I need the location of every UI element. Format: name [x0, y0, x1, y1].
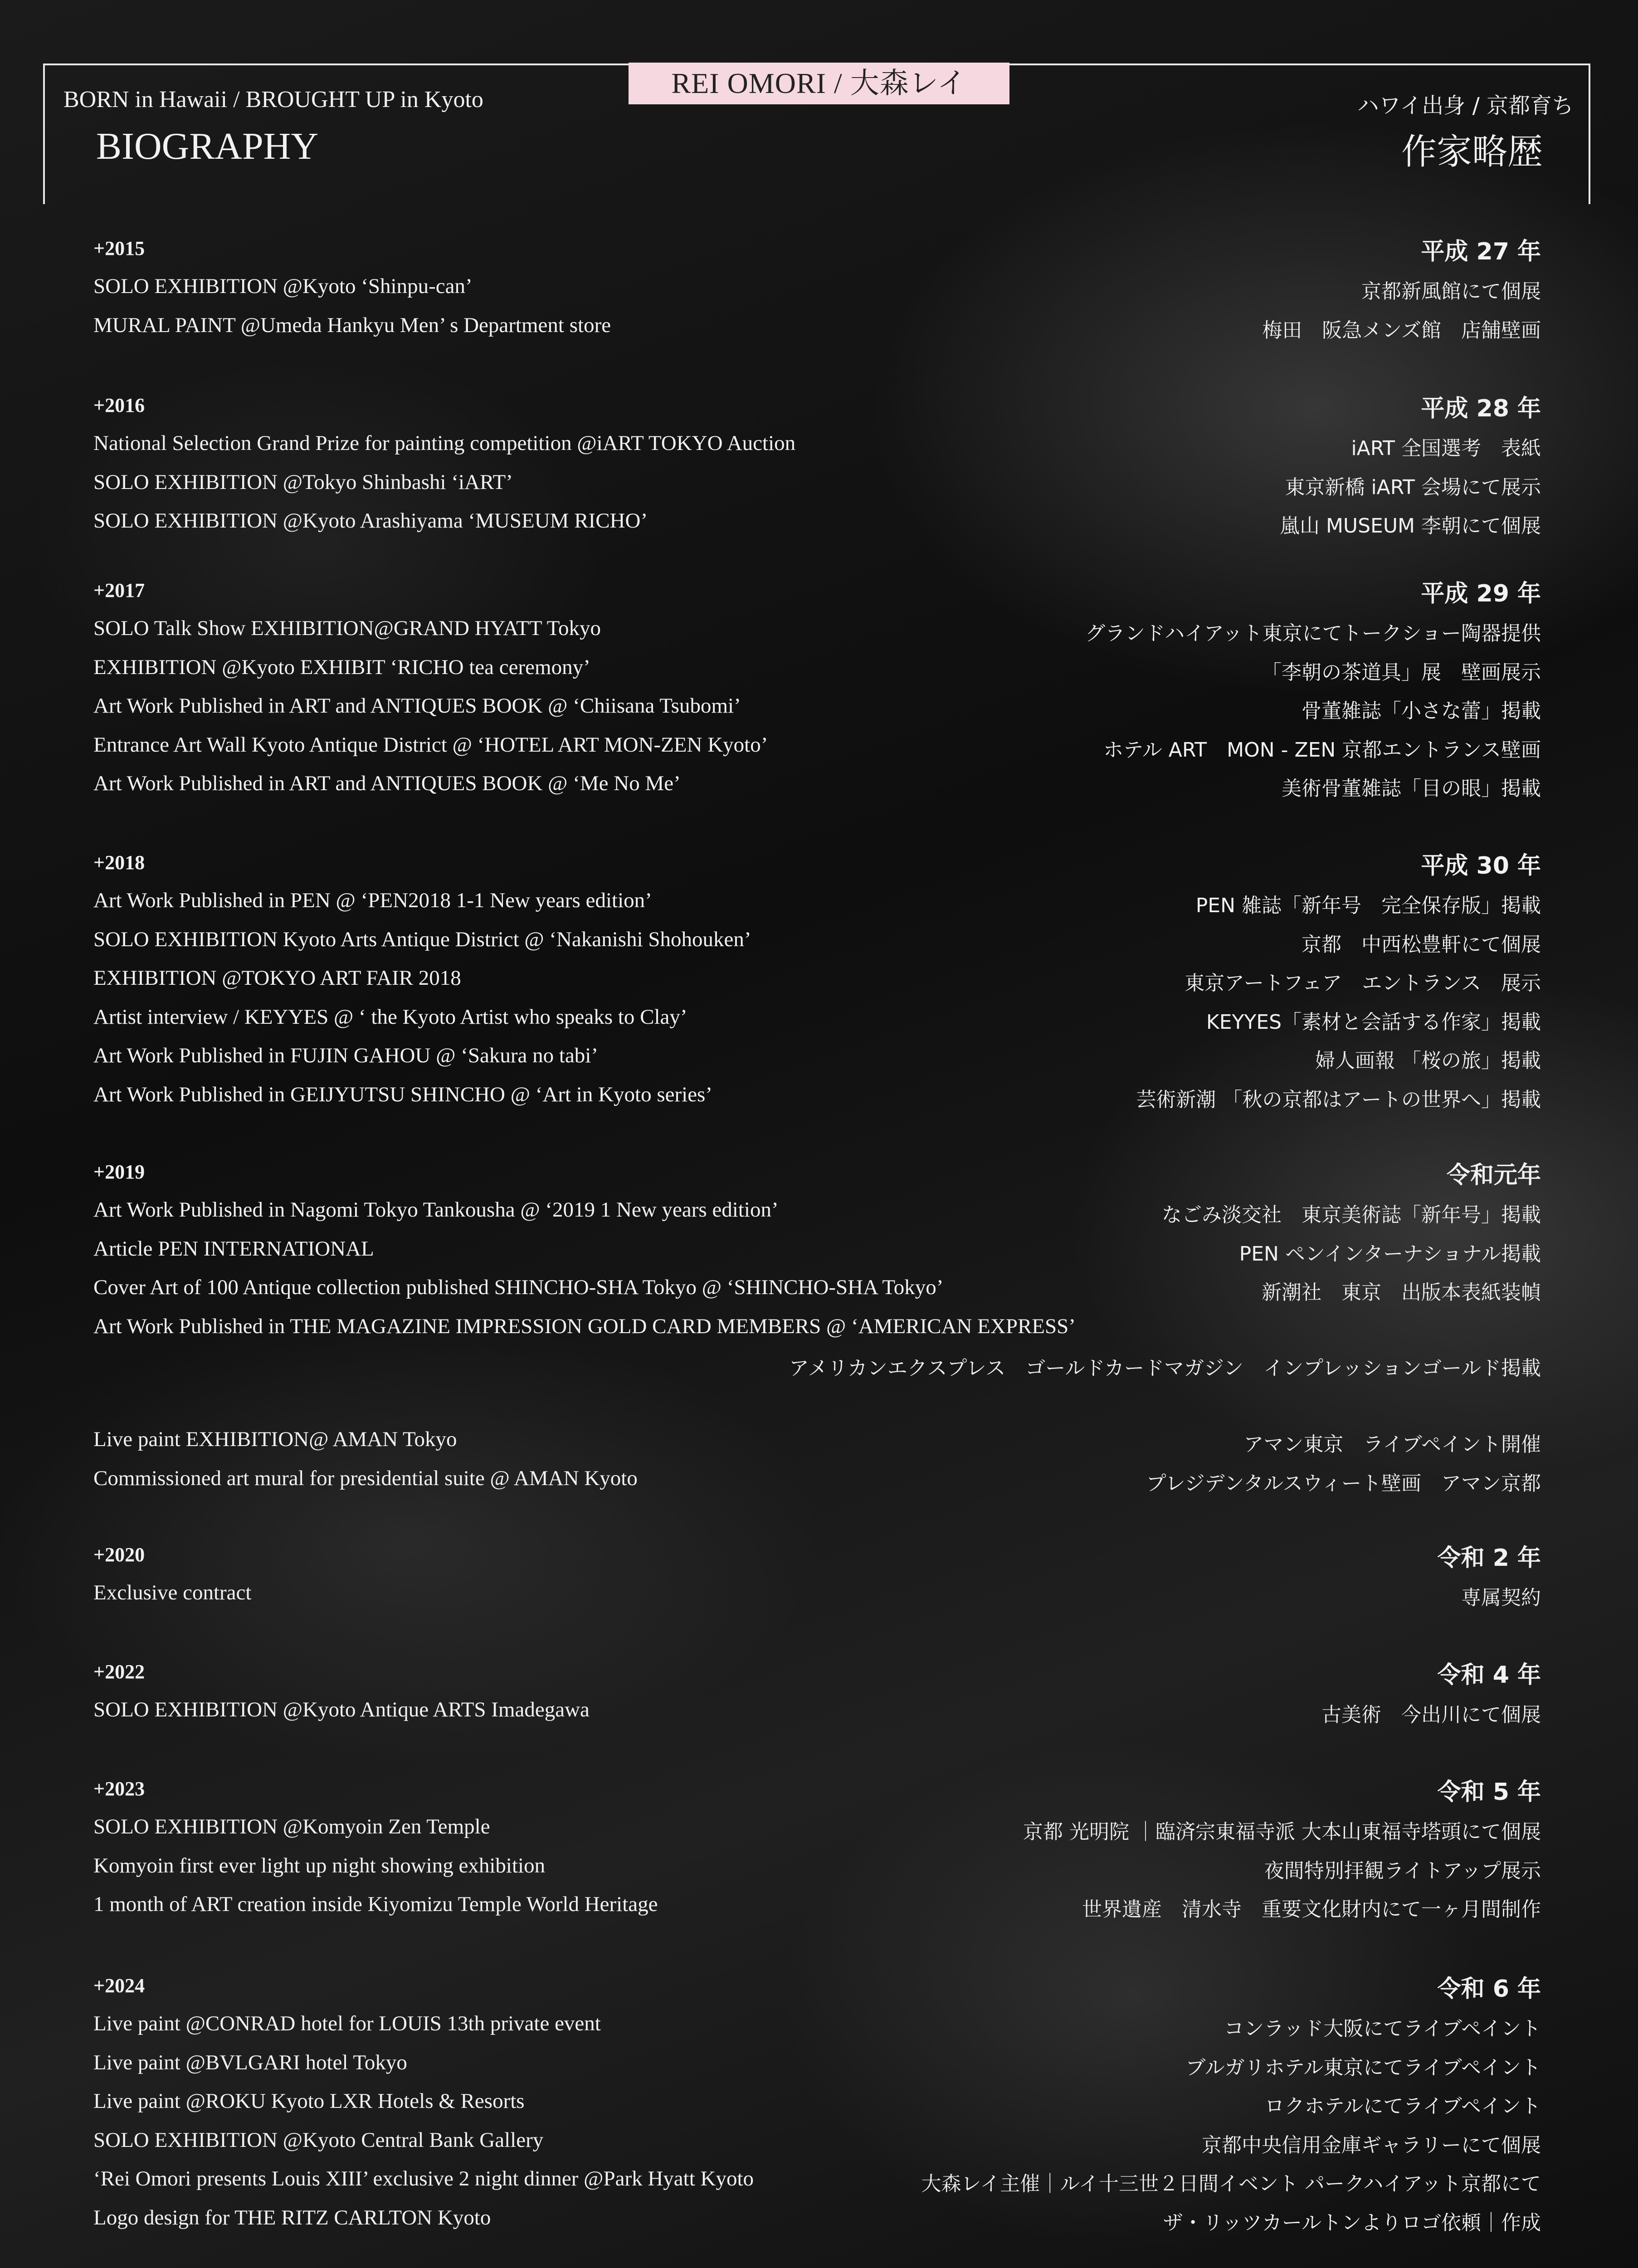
entry-text-jp: コンラッド大阪にてライブペイント: [1224, 2017, 1541, 2040]
entry-row: [93, 426, 1541, 465]
entry-text-jp: PEN ペンインターナショナル掲載: [1239, 1242, 1541, 1266]
entry-text-jp: ザ・リッツカールトンよりロゴ依頼｜作成: [1163, 2211, 1541, 2234]
entry-text-en: Live paint @CONRAD hotel for LOUIS 13th private event: [93, 2012, 601, 2035]
entry-text-en: EXHIBITION @TOKYO ART FAIR 2018: [93, 966, 461, 990]
entry-text-jp: 世界遺産 清水寺 重要文化財内にて一ヶ月間制作: [1082, 1898, 1541, 1921]
year-section-2015: [93, 230, 1541, 347]
entry-text-jp: 京都 光明院 ｜臨済宗東福寺派 大本山東福寺塔頭にて個展: [1023, 1820, 1541, 1843]
entry-row: [93, 1078, 1541, 1117]
entry-text-en: Art Work Published in FUJIN GAHOU @ ‘Sakura no tabi’: [93, 1044, 599, 1067]
year-section-2023: [93, 1771, 1541, 1926]
entry-row: [93, 1810, 1541, 1849]
entry-text-en: SOLO EXHIBITION @Kyoto Central Bank Gallery: [93, 2128, 544, 2152]
entry-text-en: Live paint @ROKU Kyoto LXR Hotels & Resorts: [93, 2089, 525, 2113]
entry-text-jp: 東京アートフェア エントランス 展示: [1185, 972, 1541, 995]
year-label-jp: 令和 6 年: [1437, 1975, 1541, 2003]
entry-text-jp: 東京新橋 iART 会場にて展示: [1285, 475, 1541, 499]
entry-row: [93, 1193, 1541, 1232]
year-label-en: +2020: [93, 1544, 145, 1566]
entry-row: [93, 504, 1541, 543]
entry-row: [93, 961, 1541, 1000]
entry-row: [93, 1422, 1541, 1461]
born-caption-en: BORN in Hawaii / BROUGHT UP in Kyoto: [63, 87, 483, 112]
entry-text-jp: 京都 中西松豊軒にて個展: [1302, 933, 1541, 956]
entry-text-jp: 新潮社 東京 出版本表紙装幀: [1262, 1281, 1541, 1304]
year-label-en: +2017: [93, 579, 145, 601]
entry-text-jp: KEYYES「素材と会話する作家」掲載: [1206, 1010, 1541, 1034]
entry-text-en: Art Work Published in THE MAGAZINE IMPRESSION GOLD CARD MEMBERS @ ‘AMERICAN EXPRESS’: [93, 1314, 1076, 1338]
year-section-2022: [93, 1654, 1541, 1732]
entry-text-jp: 専属契約: [1461, 1586, 1541, 1609]
entry-row: [93, 728, 1541, 767]
entry-row-jp-wide: [93, 1348, 1541, 1393]
entry-text-jp: 京都新風館にて個展: [1361, 280, 1541, 303]
entry-text-en: SOLO EXHIBITION @Kyoto Antique ARTS Imadegawa: [93, 1698, 590, 1721]
entry-text-en: SOLO EXHIBITION @Kyoto ‘Shinpu-can’: [93, 274, 473, 298]
entry-text-en: EXHIBITION @Kyoto EXHIBIT ‘RICHO tea ceremony’: [93, 655, 590, 679]
entry-row: [93, 2007, 1541, 2046]
entry-text-jp: iART 全国選考 表紙: [1351, 437, 1541, 460]
year-label-en: +2018: [93, 851, 145, 874]
entry-text-en: SOLO EXHIBITION @Tokyo Shinbashi ‘iART’: [93, 470, 513, 494]
entry-row: [93, 1310, 1541, 1349]
entry-text-en: Artist interview / KEYYES @ ‘ the Kyoto Artist who speaks to Clay’: [93, 1005, 687, 1029]
entry-text-en: ‘Rei Omori presents Louis XIII’ exclusive 2 night dinner @Park Hyatt Kyoto: [93, 2167, 754, 2190]
entry-row: [93, 1576, 1541, 1615]
entry-row: [93, 1887, 1541, 1926]
entry-text-en: Art Work Published in Nagomi Tokyo Tankousha @ ‘2019 1 New years edition’: [93, 1198, 779, 1222]
entry-row: [93, 1849, 1541, 1888]
entry-text-jp: アマン東京 ライブペイント開催: [1243, 1433, 1541, 1456]
entry-text-en: Art Work Published in GEIJYUTSU SHINCHO @ ‘Art in Kyoto series’: [93, 1082, 712, 1106]
entry-text-jp: 嵐山 MUSEUM 李朝にて個展: [1279, 514, 1541, 538]
year-section-2017: [93, 572, 1541, 806]
entry-text-jp: PEN 雑誌「新年号 完全保存版」掲載: [1195, 894, 1541, 917]
entry-text-en: Exclusive contract: [93, 1581, 252, 1604]
entry-row: [93, 1232, 1541, 1271]
entry-text-en: 1 month of ART creation inside Kiyomizu Temple World Heritage: [93, 1892, 658, 1916]
entry-text-jp: 梅田 阪急メンズ館 店舗壁画: [1262, 318, 1541, 342]
year-label-jp: 平成 29 年: [1421, 580, 1541, 607]
entry-row: [93, 465, 1541, 504]
entry-row: [93, 2201, 1541, 2240]
entry-text-jp: 美術骨董雑誌「目の眼」掲載: [1282, 777, 1541, 800]
entry-row: [93, 923, 1541, 962]
entry-row: [93, 2162, 1541, 2201]
entry-text-en: Art Work Published in ART and ANTIQUES BOOK @ ‘Me No Me’: [93, 772, 681, 795]
entry-text-jp: 夜間特別拝観ライトアップ展示: [1264, 1859, 1541, 1882]
entry-text-jp: ブルガリホテル東京にてライブペイント: [1185, 2056, 1541, 2079]
year-label-jp: 令和 5 年: [1437, 1779, 1541, 1806]
year-label-en: +2015: [93, 237, 145, 259]
year-label-jp: 令和元年: [1446, 1162, 1541, 1189]
year-label-jp: 令和 4 年: [1437, 1662, 1541, 1689]
year-label-jp: 平成 30 年: [1421, 852, 1541, 880]
entry-text-jp: プレジデンタルスウィート壁画 アマン京都: [1146, 1471, 1541, 1495]
year-label-jp: 平成 27 年: [1421, 238, 1541, 265]
entry-text-en: Logo design for THE RITZ CARLTON Kyoto: [93, 2205, 491, 2229]
year-label-en: +2023: [93, 1778, 145, 1800]
entry-row: [93, 650, 1541, 689]
year-label-jp: 令和 2 年: [1437, 1545, 1541, 1572]
entry-text-en: Art Work Published in ART and ANTIQUES BOOK @ ‘Chiisana Tsubomi’: [93, 694, 741, 718]
entry-row: [93, 1039, 1541, 1078]
entry-text-en: MURAL PAINT @Umeda Hankyu Men’ s Department store: [93, 313, 611, 337]
entry-row: [93, 884, 1541, 923]
entry-text-jp: 「李朝の茶道具」展 壁画展示: [1262, 660, 1541, 684]
entry-text-en: SOLO EXHIBITION @Komyoin Zen Temple: [93, 1815, 490, 1838]
biography-title-jp: 作家略歴: [1401, 132, 1543, 172]
entry-text-en: Cover Art of 100 Antique collection published SHINCHO-SHA Tokyo @ ‘SHINCHO-SHA Tokyo’: [93, 1276, 944, 1299]
year-section-2020: [93, 1537, 1541, 1615]
entry-text-en: Article PEN INTERNATIONAL: [93, 1237, 374, 1261]
entry-row: [93, 1000, 1541, 1039]
year-label-en: +2016: [93, 394, 145, 416]
entry-text-en: Komyoin first ever light up night showing exhibition: [93, 1853, 546, 1877]
year-section-2016: [93, 387, 1541, 543]
year-section-2019: [93, 1154, 1541, 1500]
entry-row: [93, 689, 1541, 728]
entry-row: [93, 1461, 1541, 1501]
entry-row: [93, 767, 1541, 806]
year-section-2024: [93, 1968, 1541, 2239]
entry-text-en: Art Work Published in PEN @ ‘PEN2018 1-1 New years edition’: [93, 889, 652, 912]
entry-text-en: Commissioned art mural for presidential suite @ AMAN Kyoto: [93, 1466, 638, 1490]
entry-row: [93, 269, 1541, 308]
entry-text-en: National Selection Grand Prize for painting competition @iART TOKYO Auction: [93, 431, 796, 455]
entry-row: [93, 1693, 1541, 1732]
year-label-en: +2024: [93, 1975, 145, 1997]
entry-text-jp: グランドハイアット東京にてトークショー陶器提供: [1085, 622, 1541, 645]
entry-row: [93, 2123, 1541, 2162]
entry-text-en: SOLO EXHIBITION @Kyoto Arashiyama ‘MUSEUM RICHO’: [93, 509, 648, 533]
entry-text-en: Entrance Art Wall Kyoto Antique District @ ‘HOTEL ART MON-ZEN Kyoto’: [93, 733, 768, 757]
born-caption-jp: ハワイ出身 / 京都育ち: [1357, 93, 1574, 118]
entry-row: [93, 611, 1541, 650]
entry-text-jp: 骨董雑誌「小さな蕾」掲載: [1302, 699, 1541, 723]
entry-text-jp: 芸術新潮 「秋の京都はアートの世界へ」掲載: [1136, 1088, 1541, 1111]
entry-text-jp: 婦人画報 「桜の旅」掲載: [1315, 1049, 1541, 1072]
entry-text-en: SOLO EXHIBITION Kyoto Arts Antique District @ ‘Nakanishi Shohouken’: [93, 927, 751, 951]
entry-text-en: Live paint @BVLGARI hotel Tokyo: [93, 2050, 407, 2074]
entry-row: [93, 2046, 1541, 2085]
entry-row: [93, 2084, 1541, 2123]
entry-text-jp: なごみ淡交社 東京美術誌「新年号」掲載: [1162, 1203, 1541, 1227]
biography-title: BIOGRAPHY: [96, 125, 319, 167]
entry-text-jp: 大森レイ主催｜ルイ十三世２日間イベント パークハイアット京都にて: [921, 2172, 1541, 2195]
entry-text-jp: ロクホテルにてライブペイント: [1264, 2095, 1541, 2118]
year-label-jp: 平成 28 年: [1421, 395, 1541, 422]
entry-text-en: SOLO Talk Show EXHIBITION@GRAND HYATT Tokyo: [93, 616, 601, 640]
artist-name-plate: REI OMORI / 大森レイ: [629, 63, 1009, 104]
entry-text-jp: アメリカンエクスプレス ゴールドカードマガジン インプレッションゴールド掲載: [789, 1357, 1541, 1380]
year-label-en: +2022: [93, 1661, 145, 1683]
year-label-en: +2019: [93, 1161, 145, 1183]
entry-text-jp: 京都中央信用金庫ギャラリーにて個展: [1202, 2133, 1541, 2157]
year-section-2018: [93, 845, 1541, 1116]
entry-text-jp: 古美術 今出川にて個展: [1321, 1703, 1541, 1726]
entry-row: [93, 308, 1541, 347]
entry-text-en: Live paint EXHIBITION@ AMAN Tokyo: [93, 1427, 457, 1451]
entry-text-jp: ホテル ART MON - ZEN 京都エントランス壁画: [1103, 738, 1541, 762]
entry-row: [93, 1271, 1541, 1310]
